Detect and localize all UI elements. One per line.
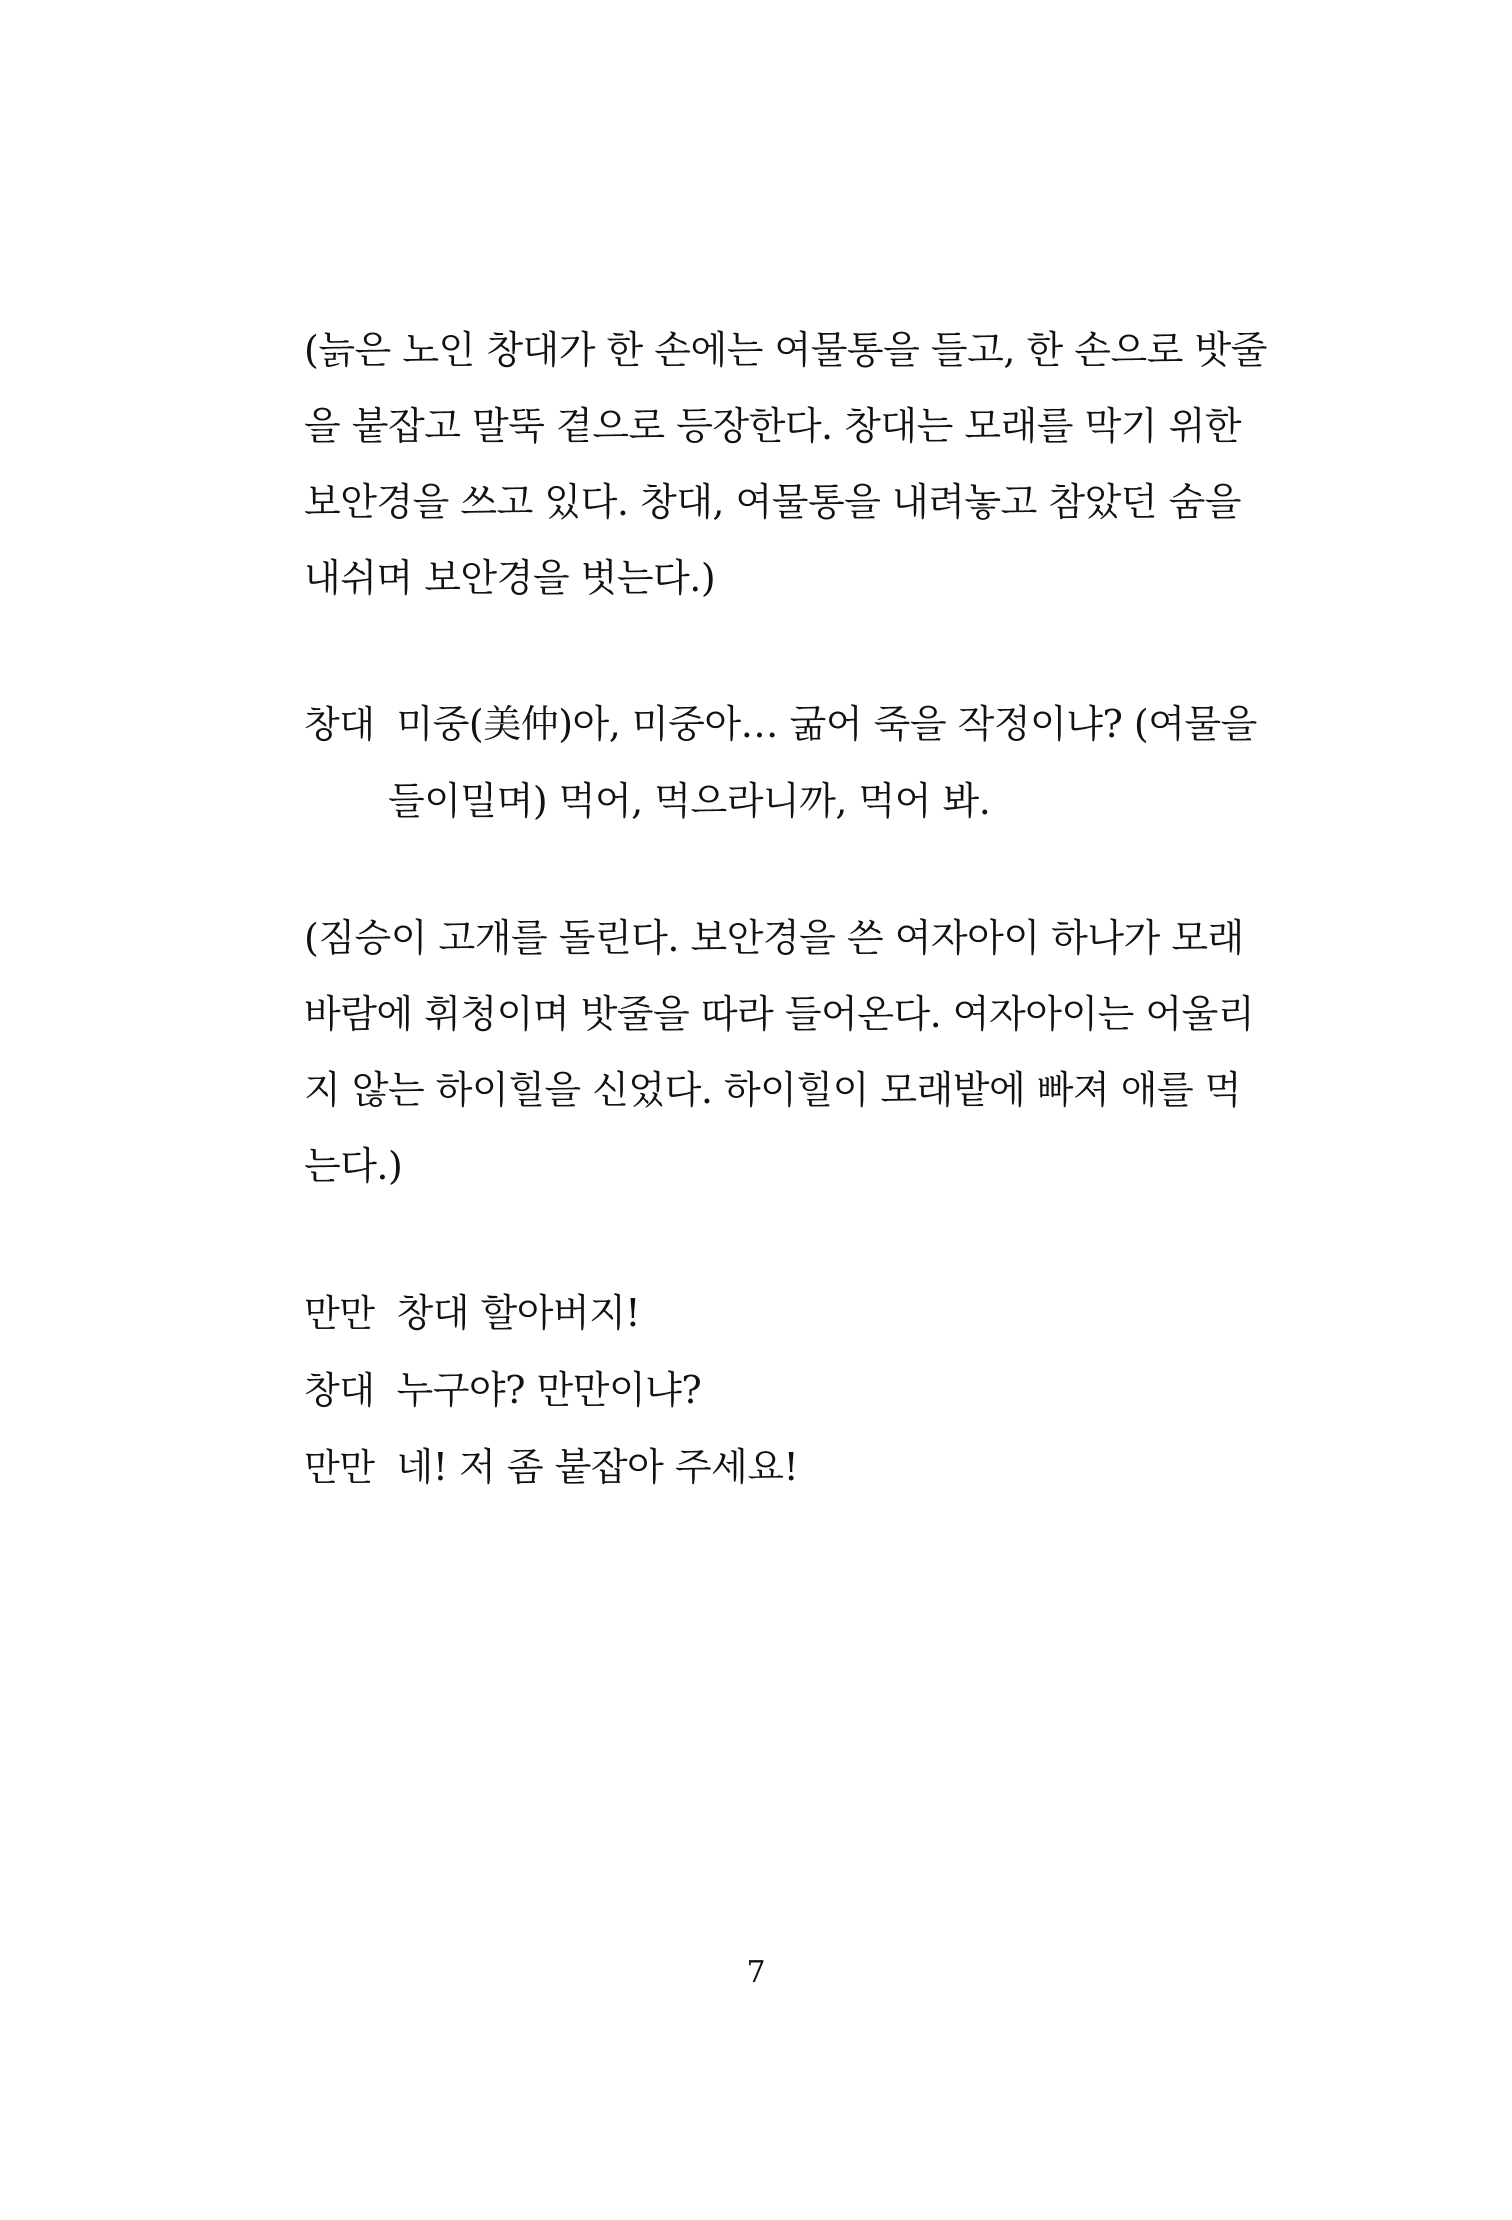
stage-direction-line: 는다.) bbox=[304, 1144, 403, 1188]
speaker-name: 창대 bbox=[304, 1369, 375, 1412]
dialogue-text: 창대 할아버지! bbox=[396, 1291, 641, 1335]
page-number: 7 bbox=[746, 1955, 766, 1990]
dialogue-line bbox=[304, 686, 1257, 763]
dialogue-block-1 bbox=[304, 686, 1257, 839]
dialogue-text: 누구야? 만만이냐? bbox=[396, 1368, 702, 1412]
dialogue-line bbox=[304, 1352, 1240, 1429]
stage-direction-line: 을 붙잡고 말뚝 곁으로 등장한다. 창대는 모래를 막기 위한 bbox=[304, 404, 1241, 448]
speaker-name: 창대 bbox=[304, 703, 375, 746]
dialogue-continuation: 들이밀며) 먹어, 먹으라니까, 먹어 봐. bbox=[388, 779, 991, 823]
dialogue-block-2 bbox=[304, 1275, 1240, 1506]
stage-direction-line: 보안경을 쓰고 있다. 창대, 여물통을 내려놓고 참았던 숨을 bbox=[304, 480, 1241, 524]
speaker-name: 만만 bbox=[304, 1446, 375, 1489]
dialogue-text: 미중(美仲)아, 미중아… 굶어 죽을 작정이냐? (여물을 bbox=[396, 702, 1257, 746]
stage-direction-1 bbox=[304, 312, 1267, 616]
dialogue-line bbox=[304, 1275, 1240, 1352]
stage-direction-line: (늙은 노인 창대가 한 손에는 여물통을 들고, 한 손으로 밧줄 bbox=[304, 328, 1267, 372]
stage-direction-line: (짐승이 고개를 돌린다. 보안경을 쓴 여자아이 하나가 모래 bbox=[304, 916, 1244, 960]
speaker-name: 만만 bbox=[304, 1292, 375, 1335]
stage-direction-line: 바람에 휘청이며 밧줄을 따라 들어온다. 여자아이는 어울리 bbox=[304, 992, 1255, 1036]
stage-direction-line: 지 않는 하이힐을 신었다. 하이힐이 모래밭에 빠져 애를 먹 bbox=[304, 1068, 1241, 1112]
stage-direction-line: 내쉬며 보안경을 벗는다.) bbox=[304, 556, 716, 600]
dialogue-line bbox=[304, 1429, 1240, 1506]
dialogue-text: 네! 저 좀 붙잡아 주세요! bbox=[396, 1445, 799, 1489]
stage-direction-2 bbox=[304, 900, 1255, 1204]
